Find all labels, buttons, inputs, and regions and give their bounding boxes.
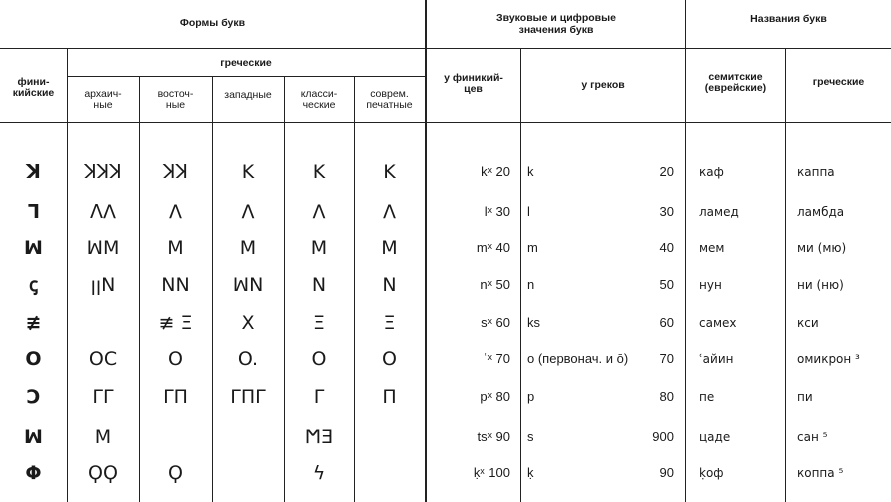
greek-name: сан ⁵ — [797, 430, 828, 444]
eastern-greek-letter: ꓘꓘ — [163, 161, 188, 183]
western-greek-letter: O. — [237, 348, 259, 370]
sound-title-1: Звуковые и цифровые — [496, 12, 616, 24]
western-greek-letter: ΓΠΓ — [230, 386, 266, 408]
classical-greek-letter: ϺƎ — [304, 426, 334, 448]
phoenician-letter: ꟽ — [24, 426, 43, 448]
phoenician-value: mˣ 40 — [476, 240, 510, 255]
greek-number: 80 — [659, 389, 674, 404]
semitic-header-2: (еврейские) — [704, 82, 767, 94]
archaic-greek-letter: ꓥΛ — [90, 201, 116, 223]
greek-value-header: у греков — [581, 79, 625, 91]
phoenician-letter: ꓘ — [26, 161, 41, 183]
modern-greek-letter: Ξ — [383, 312, 396, 334]
archaic-greek-letter: ꓘꓘꓘ — [84, 161, 122, 183]
semitic-name: ламед — [699, 205, 739, 219]
sound-title-2: значения букв — [518, 24, 594, 36]
greek-number: 20 — [659, 164, 674, 179]
greek-name: ни (ню) — [797, 278, 844, 292]
greek-number: 60 — [659, 315, 674, 330]
semitic-name: цаде — [699, 430, 731, 444]
divider — [67, 76, 425, 77]
modern-header-2: печатные — [366, 99, 413, 111]
phoenician-value: sˣ 60 — [481, 315, 510, 330]
archaic-greek-letter: OC — [88, 348, 118, 370]
semitic-name: мем — [699, 241, 725, 255]
eastern-header-1: восточ- — [157, 88, 194, 100]
greek-sound: s — [527, 429, 534, 444]
eastern-greek-letter: M — [167, 237, 184, 259]
eastern-greek-letter: Λ — [169, 201, 182, 223]
classical-greek-letter: Ξ — [312, 312, 325, 334]
phoenician-letter: ꓶ — [28, 201, 39, 223]
phoenician-value: ʿˣ 70 — [483, 351, 510, 366]
archaic-header-1: архаич- — [84, 88, 122, 100]
eastern-greek-letter: ≢ Ξ — [158, 312, 193, 334]
greek-name: ламбда — [797, 205, 845, 219]
eastern-header-2: ные — [165, 99, 186, 111]
greek-number: 50 — [659, 277, 674, 292]
divider — [520, 48, 521, 502]
phoenician-value: pˣ 80 — [480, 389, 510, 404]
phoenician-value: tsˣ 90 — [477, 429, 510, 444]
greek-number: 40 — [659, 240, 674, 255]
classical-greek-letter: K — [312, 161, 326, 183]
classical-greek-letter: Γ — [313, 386, 325, 408]
phoenician-header-1: фини- — [17, 76, 50, 88]
eastern-greek-letter: ΓΠ — [163, 386, 188, 408]
modern-greek-letter: N — [382, 274, 397, 296]
western-header: западные — [224, 89, 272, 101]
modern-greek-letter: Λ — [383, 201, 396, 223]
classical-header-2: ческие — [302, 99, 336, 111]
greek-sound: l — [527, 204, 530, 219]
greek-number: 90 — [659, 465, 674, 480]
divider — [785, 48, 786, 502]
greek-name: каппа — [797, 165, 835, 179]
archaic-greek-letter: ꟽM — [86, 237, 120, 259]
semitic-name: пе — [699, 390, 715, 404]
phoenician-header-2: кийские — [12, 87, 55, 99]
phoenician-letter: O — [25, 348, 42, 370]
phoenician-letter: Ͻ — [26, 386, 41, 408]
eastern-greek-letter: NN — [161, 274, 190, 296]
semitic-name: ḳоф — [699, 466, 724, 480]
divider — [0, 48, 891, 49]
modern-greek-letter: Π — [382, 386, 397, 408]
classical-greek-letter: M — [310, 237, 328, 259]
greek-sound: ḳ — [527, 465, 534, 480]
classical-greek-letter: N — [311, 274, 327, 296]
greek-name: ми (мю) — [797, 241, 847, 255]
modern-greek-letter: K — [383, 161, 396, 183]
archaic-greek-letter: M — [94, 426, 112, 448]
phoenician-value: kˣ 20 — [481, 164, 510, 179]
eastern-greek-letter: Ϙ — [168, 462, 183, 484]
names-title: Названия букв — [750, 13, 827, 25]
semitic-name: ʿайин — [699, 352, 734, 366]
semitic-name: каф — [699, 165, 724, 179]
classical-greek-letter: ϟ — [312, 462, 326, 484]
greek-sound: p — [527, 389, 535, 404]
phoenician-letter: Φ — [25, 462, 42, 484]
semitic-name: самех — [699, 316, 737, 330]
greek-name: коппа ⁵ — [797, 466, 844, 480]
greek-sound: m — [527, 240, 538, 255]
western-greek-letter: K — [241, 161, 255, 183]
greek-name: пи — [797, 390, 813, 404]
phoenician-value: lˣ 30 — [484, 204, 510, 219]
greek-number: 30 — [659, 204, 674, 219]
phoenician-letter: ꟽ — [24, 237, 43, 259]
greek-sound: o (первонач. и ō) — [527, 351, 629, 366]
archaic-greek-letter: ϘϘ — [88, 462, 118, 484]
greek-name: омикрон ³ — [797, 352, 860, 366]
archaic-greek-letter: ꞁꞁN — [90, 274, 116, 296]
modern-header-1: соврем. — [370, 88, 409, 100]
greek-number: 900 — [652, 429, 674, 444]
western-greek-letter: ꟽN — [232, 274, 264, 296]
greek-name-header: греческие — [812, 76, 865, 88]
classical-greek-letter: Λ — [312, 201, 326, 223]
greek-sound: k — [527, 164, 534, 179]
phoenician-letter: ≢ — [25, 312, 42, 334]
western-greek-letter: Λ — [241, 201, 255, 223]
phoenician-value: ḳˣ 100 — [473, 465, 510, 480]
semitic-header-1: семитские — [708, 71, 763, 83]
forms-title: Формы букв — [179, 17, 246, 29]
modern-greek-letter: O — [382, 348, 397, 370]
western-greek-letter: M — [239, 237, 257, 259]
greek-group-header: греческие — [220, 57, 272, 69]
modern-greek-letter: M — [381, 237, 398, 259]
greek-number: 70 — [659, 351, 674, 366]
divider — [0, 122, 891, 123]
classical-greek-letter: O — [311, 348, 327, 370]
phoen-value-header-2: цев — [464, 83, 483, 95]
western-greek-letter: X — [241, 312, 255, 334]
greek-name: кси — [797, 316, 819, 330]
phoen-value-header-1: у финикий- — [444, 72, 503, 84]
greek-sound: ks — [527, 315, 540, 330]
greek-sound: n — [527, 277, 535, 292]
archaic-greek-letter: ΓΓ — [92, 386, 114, 408]
semitic-name: нун — [699, 278, 722, 292]
phoenician-letter: ꞔ — [28, 274, 39, 296]
archaic-header-2: ные — [93, 99, 113, 111]
classical-header-1: класси- — [300, 88, 338, 100]
phoenician-value: nˣ 50 — [480, 277, 510, 292]
eastern-greek-letter: O — [168, 348, 183, 370]
